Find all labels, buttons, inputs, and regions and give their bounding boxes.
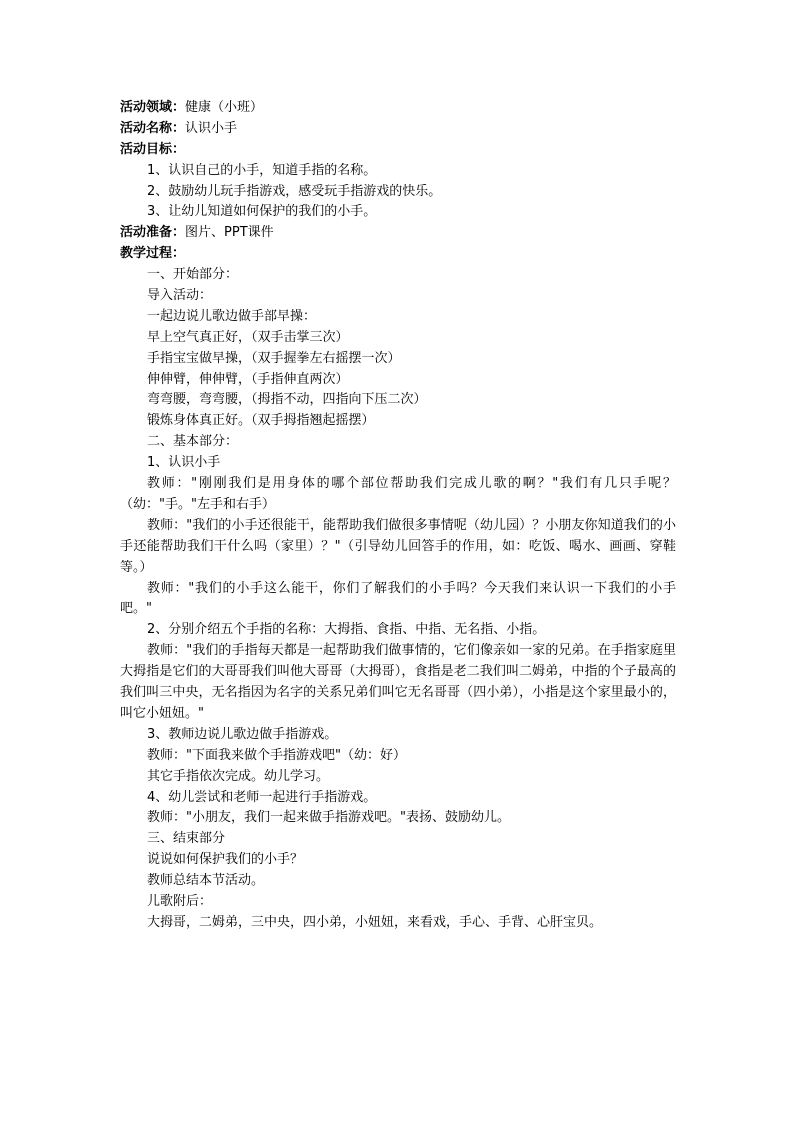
activity-field-line [120,98,676,119]
subsection-heading: 1、认识小手 [147,455,221,471]
teaching-process-label: 教学过程： [120,246,186,262]
section-heading: 二、基本部分： [147,434,239,450]
activity-name-value: 认识小手 [185,120,238,136]
goal-item: 3、让幼儿知道如何保护的我们的小手。 [147,204,377,220]
activity-prep-value: 图片、PPT课件 [185,225,274,241]
rhyme-line: 早上空气真正好，（双手击掌三次） [147,329,349,345]
rhyme-line: 大拇哥，二姆弟，三中央，四小弟，小妞妞，来看戏，手心、手背、心肝宝贝。 [147,914,603,930]
rhyme-line: 锻炼身体真正好。（双手拇指翘起摇摆） [147,413,375,429]
subsection-heading: 3、教师边说儿歌边做手指游戏。 [147,726,338,742]
lesson-plan [120,98,676,934]
subsection-heading: 2、分别介绍五个手指的名称：大拇指、食指、中指、无名指、小指。 [147,622,546,638]
activity-field-value: 健康（小班） [185,100,264,115]
paragraph: 一起边说儿歌边做手部早操： [147,308,317,324]
activity-name-line [120,119,676,140]
paragraph: 教师："我们的小手还很能干，能帮助我们做很多事情呢（幼儿园）？小朋友你知道我们的小手还能帮助我们干什么吗（家里）？"（引导幼儿回答手的作用，如：吃饭、喝水、画画、穿鞋等。） [120,517,676,575]
paragraph: 说说如何保护我们的小手？ [147,852,304,868]
goal-item: 2、鼓励幼儿玩手指游戏，感受玩手指游戏的快乐。 [147,183,442,199]
rhyme-line: 伸伸臂，伸伸臂，（手指伸直两次） [147,371,349,387]
goal-item: 1、认识自己的小手，知道手指的名称。 [147,162,377,178]
paragraph: 教师："小朋友，我们一起来做手指游戏吧。"表扬、鼓励幼儿。 [147,810,510,826]
paragraph: 教师："刚刚我们是用身体的哪个部位帮助我们完成儿歌的啊？"我们有几只手呢？（幼："手。"左手和右手） [120,476,676,512]
paragraph: 导入活动： [147,288,213,304]
rhyme-line: 弯弯腰，弯弯腰，（拇指不动，四指向下压二次） [147,392,427,408]
activity-goals-label: 活动目标： [120,141,186,157]
activity-name-label: 活动名称： [120,120,186,136]
paragraph: 教师："我们的手指每天都是一起帮助我们做事情的，它们像亲如一家的兄弟。在手指家庭里大拇指是它们的大哥哥我们叫他大哥哥（大拇哥），食指是老二我们叫二姆弟，中指的个子最高的我们叫三中央，无名指因为名字的关系兄弟们叫它无名哥哥（四小弟），小指是这个家里最小的，叫它小妞妞。" [120,643,676,721]
paragraph: 教师："下面我来做个手指游戏吧"（幼：好） [147,747,406,763]
subsection-heading: 4、幼儿尝试和老师一起进行手指游戏。 [147,789,377,805]
section-heading: 一、开始部分： [147,267,239,283]
activity-field-label: 活动领域： [120,100,186,115]
activity-prep-label: 活动准备： [120,225,186,241]
paragraph: 其它手指依次完成。幼儿学习。 [147,768,330,784]
paragraph: 教师："我们的小手这么能干，你们了解我们的小手吗？今天我们来认识一下我们的小手吧。" [120,580,676,617]
section-heading: 三、结束部分 [147,831,226,847]
rhyme-line: 手指宝宝做早操，（双手握拳左右摇摆一次） [147,350,401,366]
activity-prep-line [120,223,676,244]
paragraph: 教师总结本节活动。 [147,873,265,889]
paragraph: 儿歌附后： [147,894,213,910]
